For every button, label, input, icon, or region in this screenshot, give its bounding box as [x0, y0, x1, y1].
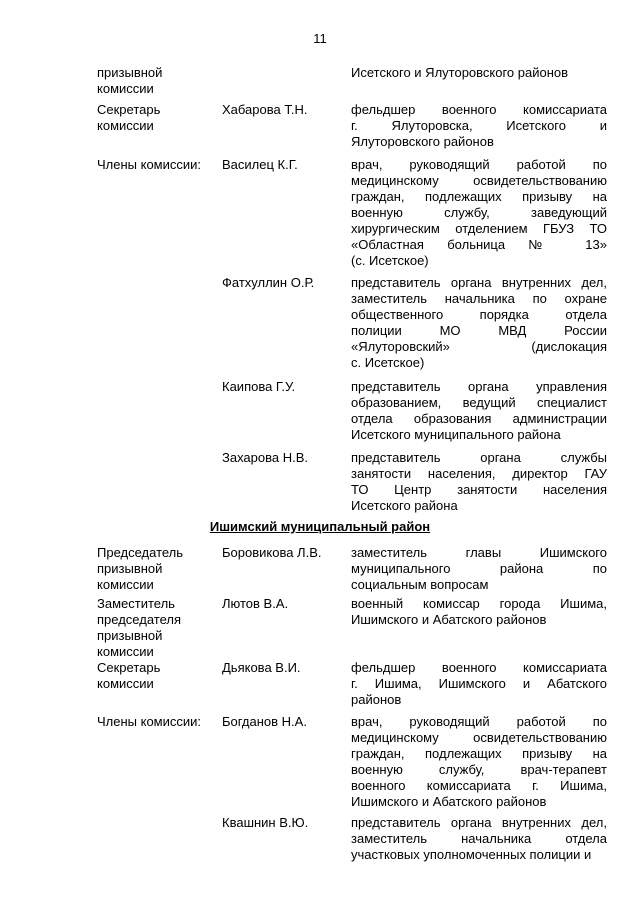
section-title: Ишимский муниципальный район: [209, 519, 431, 534]
description-line: медицинскому освидетельствованию: [351, 173, 607, 188]
role-text: Члены комиссии:: [97, 714, 202, 729]
description-line: общественного порядка отдела: [351, 307, 607, 322]
description-line: ТО Центр занятости населения: [351, 482, 607, 497]
member-name: Каипова Г.У.: [222, 379, 296, 394]
description-line: заместитель главы Ишимского: [351, 545, 607, 560]
description-line: фельдшер военного комиссариата: [351, 102, 607, 117]
description-line: Ишимского и Абатского районов: [351, 612, 547, 627]
role-text: Председатель: [97, 545, 184, 560]
description-line: представитель органа внутренних дел,: [351, 815, 607, 830]
role-text: комиссии: [97, 644, 154, 659]
role-cell: [97, 660, 217, 692]
member-description: [351, 714, 607, 810]
description-line: «Областная больница № 13»: [351, 237, 607, 252]
role-text: Секретарь: [97, 660, 161, 675]
description-line: полиции МО МВД России: [351, 323, 607, 338]
role-text: комиссии: [97, 118, 154, 133]
role-text: призывной: [97, 628, 163, 643]
role-cell: [97, 65, 217, 97]
member-description: [351, 379, 607, 443]
role-text: призывной: [97, 65, 163, 80]
description-line: с. Исетское): [351, 355, 425, 370]
member-name: Василец К.Г.: [222, 157, 298, 172]
description-line: представитель органа внутренних дел,: [351, 275, 607, 290]
description-line: врач, руководящий работой по: [351, 714, 607, 729]
role-text: председателя: [97, 612, 182, 627]
description-line: г. Ялуторовска, Исетского и: [351, 118, 607, 133]
member-description: [351, 596, 607, 628]
member-description: [351, 450, 607, 514]
description-line: военный комиссар города Ишима,: [351, 596, 607, 611]
description-line: военную службу, заведующий: [351, 205, 607, 220]
member-name: Боровикова Л.В.: [222, 545, 322, 560]
description-line: (с. Исетское): [351, 253, 429, 268]
description-line: социальным вопросам: [351, 577, 489, 592]
member-description: [351, 660, 607, 708]
description-line: заместитель начальника по охране: [351, 291, 607, 306]
description-line: военную службу, врач-терапевт: [351, 762, 607, 777]
description-line: представитель органа управления: [351, 379, 607, 394]
description-line: занятости населения, директор ГАУ: [351, 466, 607, 481]
description-line: районов: [351, 692, 402, 707]
description-line: граждан, подлежащих призыву на: [351, 746, 607, 761]
description-line: г. Ишима, Ишимского и Абатского: [351, 676, 607, 691]
page-number: 11: [313, 31, 327, 46]
role-cell: [97, 596, 217, 660]
description-line: участковых уполномоченных полиции и: [351, 847, 592, 862]
description-line: граждан, подлежащих призыву на: [351, 189, 607, 204]
description-line: заместитель начальника отдела: [351, 831, 607, 846]
role-text: Члены комиссии:: [97, 157, 202, 172]
role-text: призывной: [97, 561, 163, 576]
member-name: Хабарова Т.Н.: [222, 102, 308, 117]
role-cell: [97, 102, 217, 134]
description-line: Исетского муниципального района: [351, 427, 561, 442]
member-name: Фатхуллин О.Р.: [222, 275, 315, 290]
description-line: отдела образования администрации: [351, 411, 607, 426]
member-description: [351, 102, 607, 150]
role-cell: [97, 545, 217, 593]
member-description: [351, 275, 607, 371]
member-name: Богданов Н.А.: [222, 714, 307, 729]
description-line: образованием, ведущий специалист: [351, 395, 607, 410]
description-line: Исетского района: [351, 498, 458, 513]
member-name: Дьякова В.И.: [222, 660, 301, 675]
description-line: Ялуторовского районов: [351, 134, 494, 149]
description-line: врач, руководящий работой по: [351, 157, 607, 172]
role-cell: [97, 714, 217, 730]
role-text: комиссии: [97, 676, 154, 691]
description-line: военного комиссариата г. Ишима,: [351, 778, 607, 793]
description-line: Ишимского и Абатского районов: [351, 794, 547, 809]
member-description: [351, 815, 607, 863]
role-text: Заместитель: [97, 596, 175, 611]
member-name: Квашнин В.Ю.: [222, 815, 309, 830]
description-line: «Ялуторовский» (дислокация: [351, 339, 607, 354]
member-description: [351, 157, 607, 269]
member-description: [351, 65, 607, 81]
member-description: [351, 545, 607, 593]
description-line: представитель органа службы: [351, 450, 607, 465]
role-text: Секретарь: [97, 102, 161, 117]
role-text: комиссии: [97, 81, 154, 96]
description-line: фельдшер военного комиссариата: [351, 660, 607, 675]
role-text: комиссии: [97, 577, 154, 592]
member-name: Лютов В.А.: [222, 596, 289, 611]
member-name: Захарова Н.В.: [222, 450, 309, 465]
description-line: Исетского и Ялуторовского районов: [351, 65, 569, 80]
description-line: хирургическим отделением ГБУЗ ТО: [351, 221, 607, 236]
description-line: медицинскому освидетельствованию: [351, 730, 607, 745]
role-cell: [97, 157, 217, 173]
description-line: муниципального района по: [351, 561, 607, 576]
